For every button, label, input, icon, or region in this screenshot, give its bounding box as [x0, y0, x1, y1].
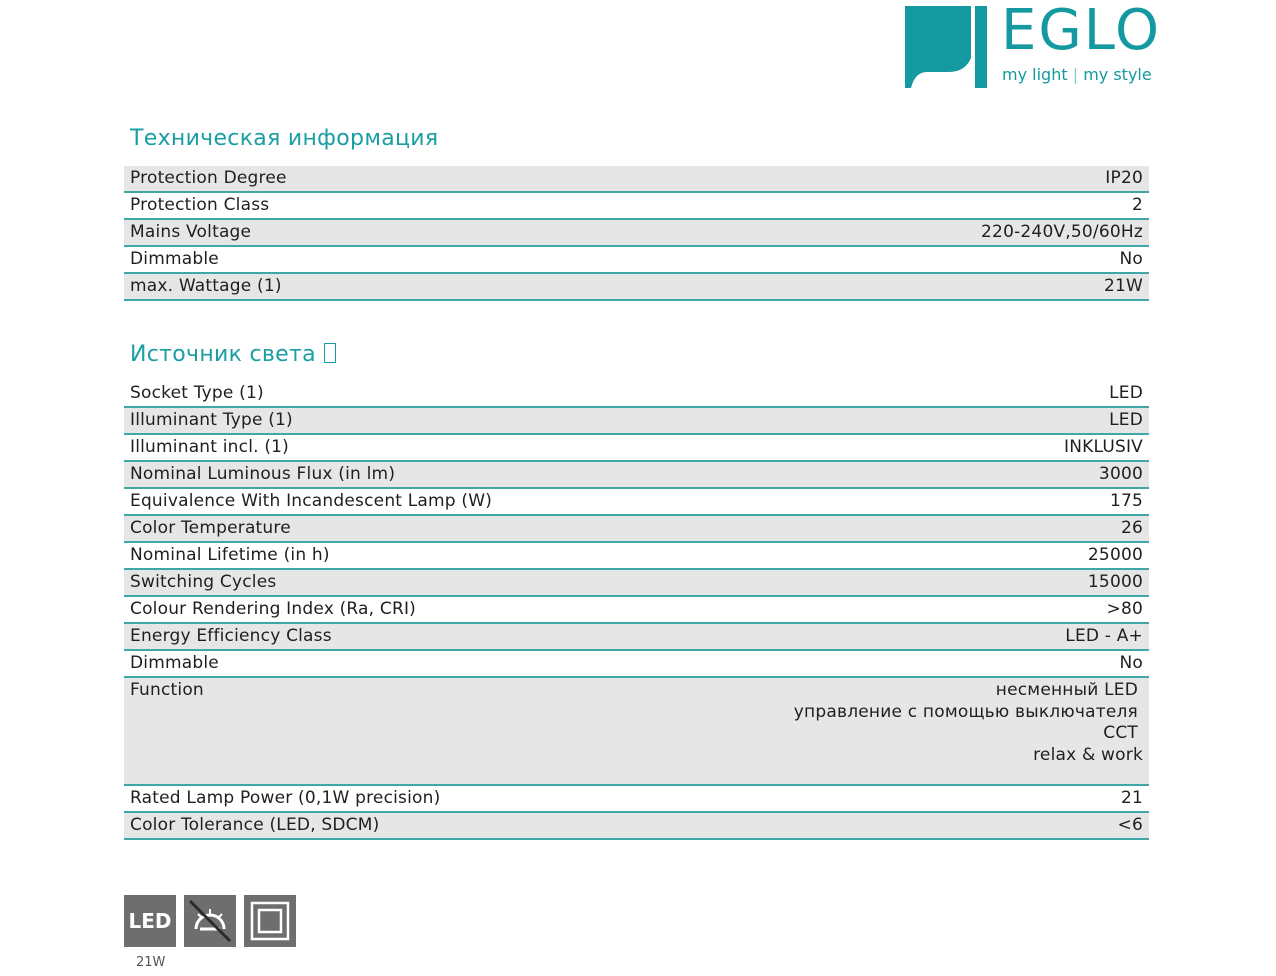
row-label: Mains Voltage: [130, 222, 252, 242]
row-label: Rated Lamp Power (0,1W precision): [130, 788, 441, 808]
row-value: No: [1119, 249, 1143, 269]
row-label: Color Temperature: [130, 518, 291, 538]
table-row: [124, 786, 1149, 813]
function-value: несменный LED: [995, 680, 1138, 700]
function-value: relax & work: [1033, 744, 1143, 765]
row-value: IP20: [1105, 168, 1143, 188]
row-value: 175: [1109, 491, 1143, 511]
row-value: >80: [1106, 599, 1143, 619]
table-row: [124, 813, 1149, 840]
row-label: Function: [130, 680, 204, 700]
row-label: Energy Efficiency Class: [130, 626, 332, 646]
row-value: 25000: [1087, 545, 1143, 565]
tagline-part2: my style: [1083, 65, 1152, 84]
led-icon: LED: [124, 895, 176, 947]
brand-tagline: [1002, 65, 1152, 84]
row-value: <6: [1117, 815, 1143, 835]
section-title-light-source: [130, 342, 336, 367]
missing-glyph-icon: [324, 343, 336, 363]
table-row: [124, 193, 1149, 220]
section-title-text: Источник света: [130, 342, 316, 367]
row-value: 21W: [1103, 276, 1143, 296]
table-row: [124, 408, 1149, 435]
light-source-table: [124, 381, 1149, 840]
row-value: LED: [1109, 410, 1143, 430]
row-value: INKLUSIV: [1064, 437, 1143, 457]
brand-name: EGLO: [1001, 0, 1162, 63]
row-value: 2: [1131, 195, 1143, 215]
table-row: [124, 597, 1149, 624]
wattage-caption: 21W: [136, 955, 166, 970]
table-row: [124, 381, 1149, 408]
table-row: [124, 274, 1149, 301]
table-row: [124, 166, 1149, 193]
table-row: [124, 489, 1149, 516]
eglo-logo-mark-icon: [905, 6, 987, 88]
function-value: управление с помощью выключателя: [793, 701, 1138, 722]
row-label: Protection Degree: [130, 168, 287, 188]
row-value: 220-240V,50/60Hz: [981, 222, 1143, 242]
table-row: [124, 516, 1149, 543]
technical-info-table: [124, 166, 1149, 301]
table-row: [124, 220, 1149, 247]
section-title-technical: Техническая информация: [130, 126, 439, 151]
row-label: Socket Type (1): [130, 383, 264, 403]
table-row: [124, 624, 1149, 651]
row-label: Illuminant incl. (1): [130, 437, 290, 457]
table-row: [124, 543, 1149, 570]
tagline-separator: |: [1072, 65, 1079, 84]
row-label: Protection Class: [130, 195, 270, 215]
tagline-part1: my light: [1002, 65, 1068, 84]
not-dimmable-icon: [184, 895, 236, 947]
row-label: Colour Rendering Index (Ra, CRI): [130, 599, 417, 619]
row-value: LED: [1109, 383, 1143, 403]
row-value: LED - A+: [1065, 626, 1143, 646]
table-row: [124, 247, 1149, 274]
row-value-list: [794, 678, 1149, 766]
row-label: Dimmable: [130, 653, 219, 673]
row-label: Nominal Luminous Flux (in lm): [130, 464, 396, 484]
table-row: [124, 435, 1149, 462]
row-label: Color Tolerance (LED, SDCM): [130, 815, 380, 835]
table-row: [124, 570, 1149, 597]
row-label: Switching Cycles: [130, 572, 277, 592]
function-value: CCT: [1103, 723, 1138, 743]
brand-logo: [905, 0, 1162, 90]
row-label: Equivalence With Incandescent Lamp (W): [130, 491, 493, 511]
row-value: 3000: [1098, 464, 1143, 484]
row-label: max. Wattage (1): [130, 276, 282, 296]
row-value: 21: [1120, 788, 1143, 808]
row-label: Nominal Lifetime (in h): [130, 545, 330, 565]
table-row: [124, 651, 1149, 678]
row-value: No: [1119, 653, 1143, 673]
table-row: [124, 462, 1149, 489]
row-label: Dimmable: [130, 249, 219, 269]
row-label: Illuminant Type (1): [130, 410, 293, 430]
table-row-function: [124, 678, 1149, 786]
row-value: 15000: [1087, 572, 1143, 592]
row-value: 26: [1120, 518, 1143, 538]
protection-class-2-icon: [244, 895, 296, 947]
